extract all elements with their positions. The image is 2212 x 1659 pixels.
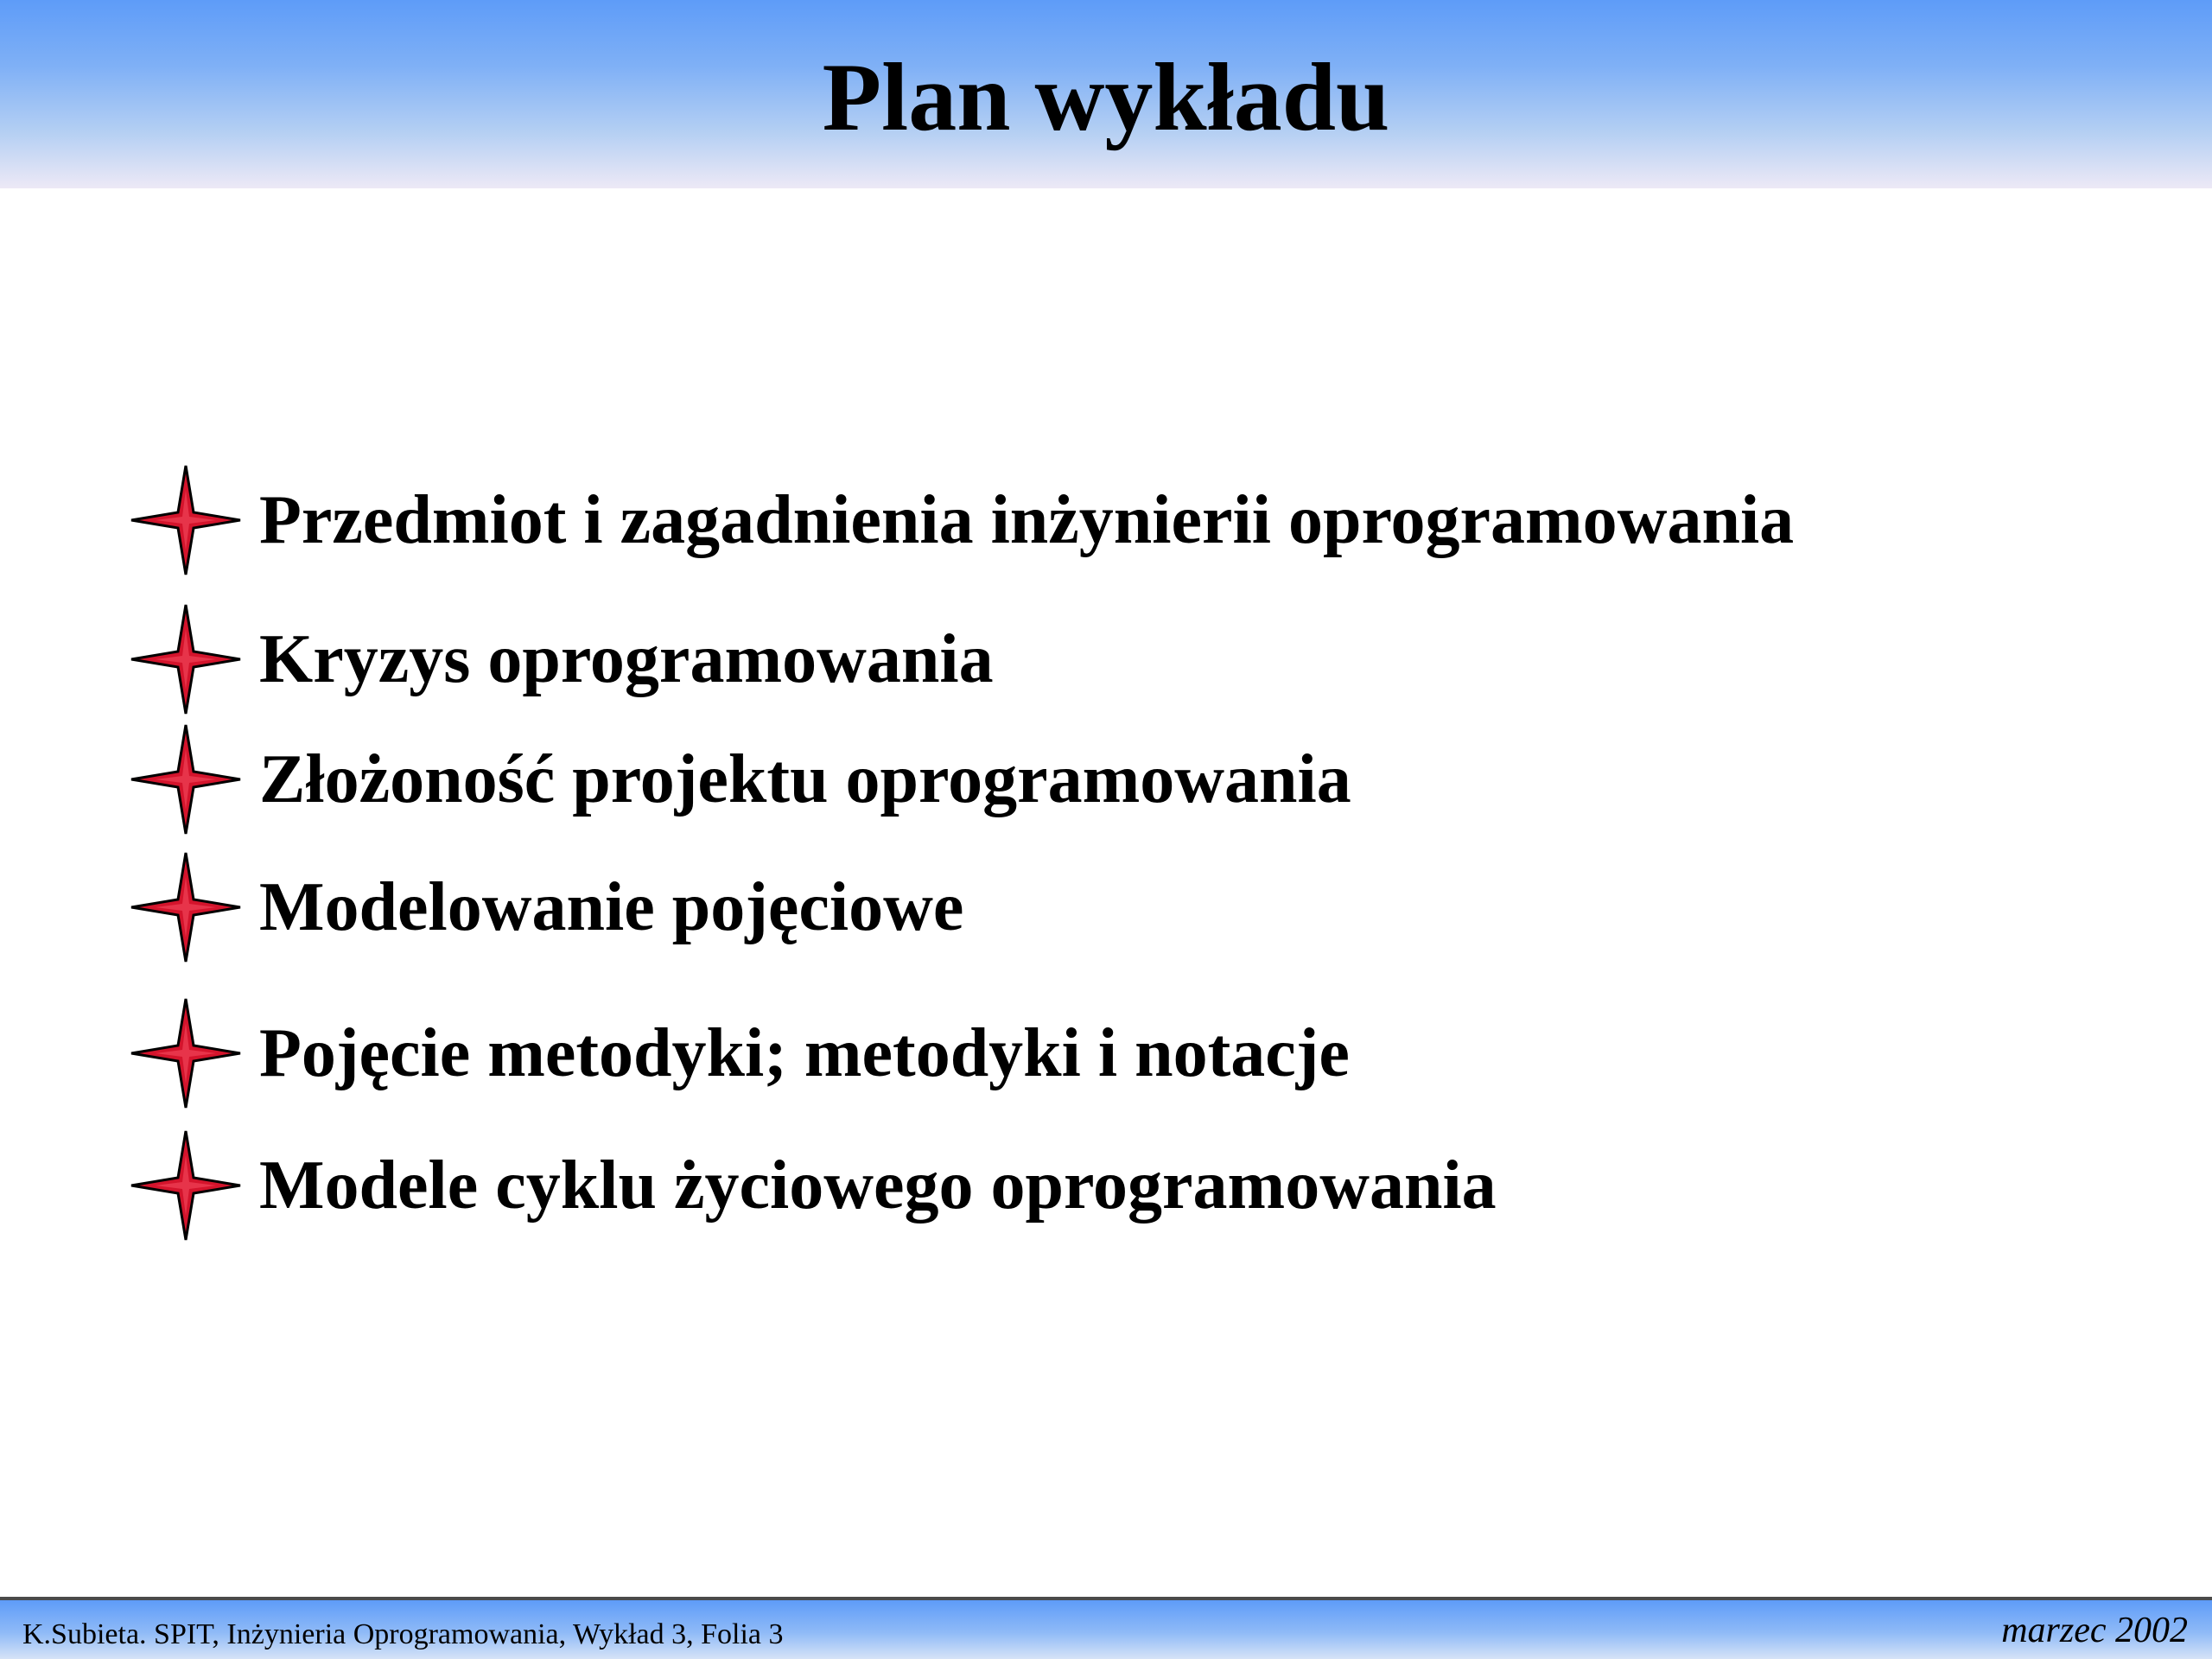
slide-footer — [0, 1597, 2212, 1659]
four-point-star-icon — [130, 1129, 242, 1242]
list-item — [130, 997, 2117, 1109]
list-item — [130, 464, 2117, 576]
bullet-text: Modele cyklu życiowego oprogramowania — [259, 1147, 1497, 1224]
list-item — [130, 851, 2117, 963]
bullet-text: Pojęcie metodyki; metodyki i notacje — [259, 1015, 1350, 1091]
four-point-star-icon — [130, 723, 242, 836]
bullet-text: Kryzys oprogramowania — [259, 621, 994, 697]
slide-title: Plan wykładu — [822, 44, 1390, 151]
bullet-text: Złożoność projektu oprogramowania — [259, 741, 1351, 817]
list-item — [130, 1129, 2117, 1242]
four-point-star-icon — [130, 603, 242, 715]
footer-date: marzec 2002 — [2001, 1611, 2188, 1650]
list-item — [130, 723, 2117, 836]
four-point-star-icon — [130, 464, 242, 576]
bullet-text: Przedmiot i zagadnienia inżynierii oprogramowania — [259, 482, 1795, 558]
list-item — [130, 603, 2117, 715]
four-point-star-icon — [130, 851, 242, 963]
footer-credit: K.Subieta. SPIT, Inżynieria Oprogramowania, Wykład 3, Folia 3 — [22, 1618, 784, 1650]
bullet-text: Modelowanie pojęciowe — [259, 869, 964, 945]
four-point-star-icon — [130, 997, 242, 1109]
